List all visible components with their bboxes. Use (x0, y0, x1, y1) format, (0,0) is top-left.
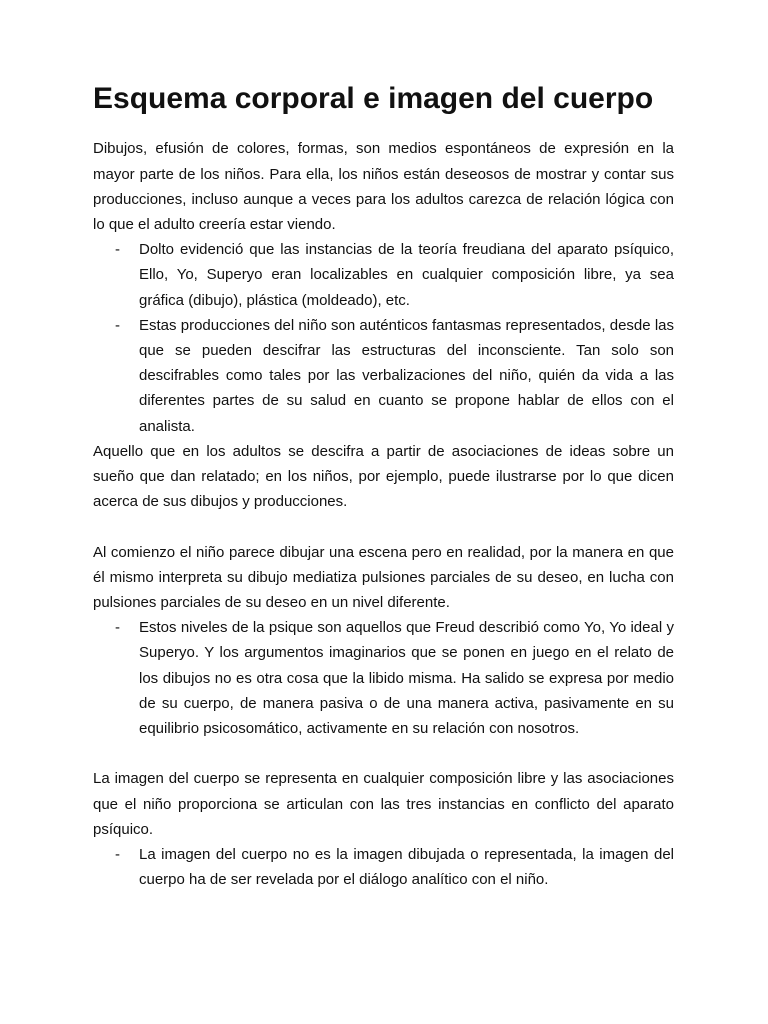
paragraph: La imagen del cuerpo se representa en cualquier composición libre y las asociaciones que el niño proporciona se articulan con las tres instancias en conflicto del aparato psíquico. (93, 770, 674, 838)
list-item-text: Estos niveles de la psique son aquellos que Freud describió como Yo, Yo ideal y Superyo. Y los argumentos imaginarios que se ponen en juego en el relato de los dibujos no es otra cosa que la libido misma. Ha salido se expresa por medio de su cuerpo, de manera pasiva o de una manera activa, pasivamente en su equilibrio psicosomático, activamente en su relación con nosotros. (139, 619, 674, 738)
paragraph: Al comienzo el niño parece dibujar una escena pero en realidad, por la manera en que él mismo interpreta su dibujo mediatiza pulsiones parciales de su deseo, en lucha con pulsiones parciales de su deseo en un nivel diferente. (93, 543, 674, 612)
list-item-text: Dolto evidenció que las instancias de la teoría freudiana del aparato psíquico, Ello, Yo, Superyo eran localizables en cualquier composición libre, ya sea gráfica (dibujo), plástica (moldeado), etc. (139, 241, 674, 309)
bullet-dash: - (115, 846, 120, 864)
bullet-dash: - (115, 316, 120, 334)
list-item-text: Estas producciones del niño son auténticos fantasmas representados, desde las que se pueden descifrar las estructuras del inconsciente. Tan solo son descifrables como tales por las verbalizaciones del niño, quién da vida a las diferentes partes de su salud en cuanto se propone hablar de ellos con el analista. (139, 316, 674, 435)
document-body (93, 111, 674, 892)
list-item (93, 313, 674, 439)
paragraph: Dibujos, efusión de colores, formas, son medios espontáneos de expresión en la mayor parte de los niños. Para ella, los niños están deseosos de mostrar y contar sus producciones, incluso aunque a veces para los adultos carezca de relación lógica con lo que el adulto creería estar viendo. (93, 140, 674, 233)
blank-line (93, 514, 674, 539)
bullet-list (93, 237, 674, 439)
paragraph: Aquello que en los adultos se descifra a partir de asociaciones de ideas sobre un sueño que dan relatado; en los niños, por ejemplo, puede ilustrarse por lo que dicen acerca de sus dibujos y producciones. (93, 442, 674, 511)
list-item (93, 237, 674, 313)
bullet-list (93, 615, 674, 741)
list-item (93, 842, 674, 892)
list-item (93, 615, 674, 741)
document-title: Esquema corporal e imagen del cuerpo (93, 82, 654, 115)
list-item-text: La imagen del cuerpo no es la imagen dibujada o representada, la imagen del cuerpo ha de ser revelada por el diálogo analítico con el niño. (139, 846, 674, 889)
blank-line (93, 741, 674, 766)
bullet-list (93, 842, 674, 892)
bullet-dash: - (115, 241, 120, 259)
bullet-dash: - (115, 619, 120, 637)
document-page (93, 82, 674, 892)
